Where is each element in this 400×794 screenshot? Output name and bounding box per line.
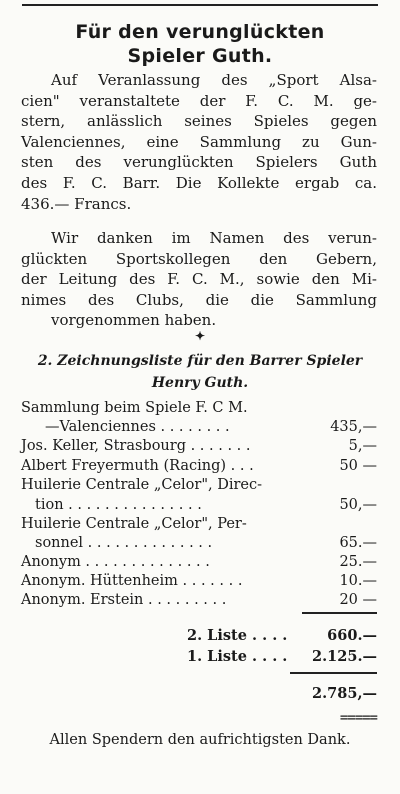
donor-name: Anonym. Erstein . . . . . . . . .: [21, 592, 227, 608]
donor-name: Jos. Keller, Strasbourg . . . . . . .: [21, 438, 251, 454]
paragraph-line: stern, anlässlich seines Spieles gegen: [21, 112, 377, 131]
donation-amount: 20 —: [339, 592, 377, 608]
donation-amount: 65.—: [339, 535, 377, 551]
paragraph-line: 436.— Francs.: [21, 194, 132, 213]
donor-name: Albert Freyermuth (Racing) . . .: [21, 458, 254, 474]
donation-row: [21, 475, 377, 495]
donation-row: [21, 398, 377, 418]
subtotal-label: 1. Liste . . . .: [187, 648, 288, 665]
donation-row: [21, 552, 377, 572]
donation-amount: 5,—: [348, 438, 377, 454]
paragraph-line: des F. C. Barr. Die Kollekte ergab ca.: [21, 173, 377, 192]
grand-total-amount: 2.785,—: [312, 685, 377, 702]
subtotal-row: [21, 626, 377, 646]
donation-row: [21, 495, 377, 515]
sum-rule: [302, 612, 377, 614]
paragraph-line: Valenciennes, eine Sammlung zu Gun-: [21, 132, 377, 151]
donation-row: [21, 590, 377, 610]
paragraph-line: Wir danken im Namen des verun-: [51, 229, 377, 247]
headline-line-1: Für den verunglückten: [75, 21, 325, 43]
subtotal-amount: 660.—: [327, 627, 377, 644]
donation-amount: 50,—: [339, 497, 377, 513]
donation-amount: 25.—: [339, 554, 377, 570]
donation-row: [21, 436, 377, 456]
paragraph-line: nimes des Clubs, die die Sammlung: [21, 290, 377, 309]
subtotal-label: 2. Liste . . . .: [187, 627, 288, 644]
list-title-line-2: Henry Guth.: [151, 375, 249, 391]
paragraph-line: vorgenommen haben.: [51, 311, 217, 330]
donor-name: tion . . . . . . . . . . . . . . .: [35, 497, 202, 513]
donation-row: [21, 417, 377, 437]
headline-line-2: Spieler Guth.: [127, 45, 273, 67]
donor-name: —Valenciennes . . . . . . . .: [45, 419, 230, 435]
donor-name: Huilerie Centrale „Celor", Per-: [21, 516, 247, 532]
donation-amount: 10.—: [339, 573, 377, 589]
donation-amount: 435,—: [330, 419, 377, 435]
donation-row: [21, 456, 377, 476]
paragraph-1: [21, 70, 377, 214]
paragraph-line: Auf Veranlassung des „Sport Alsa-: [51, 71, 377, 89]
donation-row: [21, 514, 377, 534]
donor-name: Anonym. Hüttenheim . . . . . . .: [21, 573, 243, 589]
donor-name: Huilerie Centrale „Celor", Direc-: [21, 477, 263, 493]
subtotal-row: [21, 647, 377, 667]
list-title-line-1: 2. Zeichnungsliste für den Barrer Spieler: [37, 353, 363, 369]
subtotal-amount: 2.125.—: [312, 648, 377, 665]
donation-amount: 50 —: [339, 458, 377, 474]
donor-name: sonnel . . . . . . . . . . . . . .: [35, 535, 213, 551]
donation-row: [21, 533, 377, 553]
grand-total-row: [21, 684, 377, 704]
paragraph-line: glückten Sportskollegen den Gebern,: [21, 249, 377, 268]
donor-name: Anonym . . . . . . . . . . . . . .: [21, 554, 210, 570]
paragraph-line: sten des verunglückten Spielers Guth: [21, 153, 377, 172]
donation-row: [21, 571, 377, 591]
paragraph-2: [21, 228, 377, 331]
sum-rule: [290, 672, 377, 674]
double-rule: =====: [339, 710, 377, 726]
donor-name: Sammlung beim Spiele F. C M.: [21, 400, 248, 416]
top-rule: [22, 4, 378, 6]
paragraph-line: cien" veranstaltete der F. C. M. ge-: [21, 91, 377, 110]
closing-line: Allen Spendern den aufrichtigsten Dank.: [49, 732, 351, 748]
ornament-divider: ✦: [194, 329, 206, 343]
paragraph-line: der Leitung des F. C. M., sowie den Mi-: [21, 270, 377, 289]
